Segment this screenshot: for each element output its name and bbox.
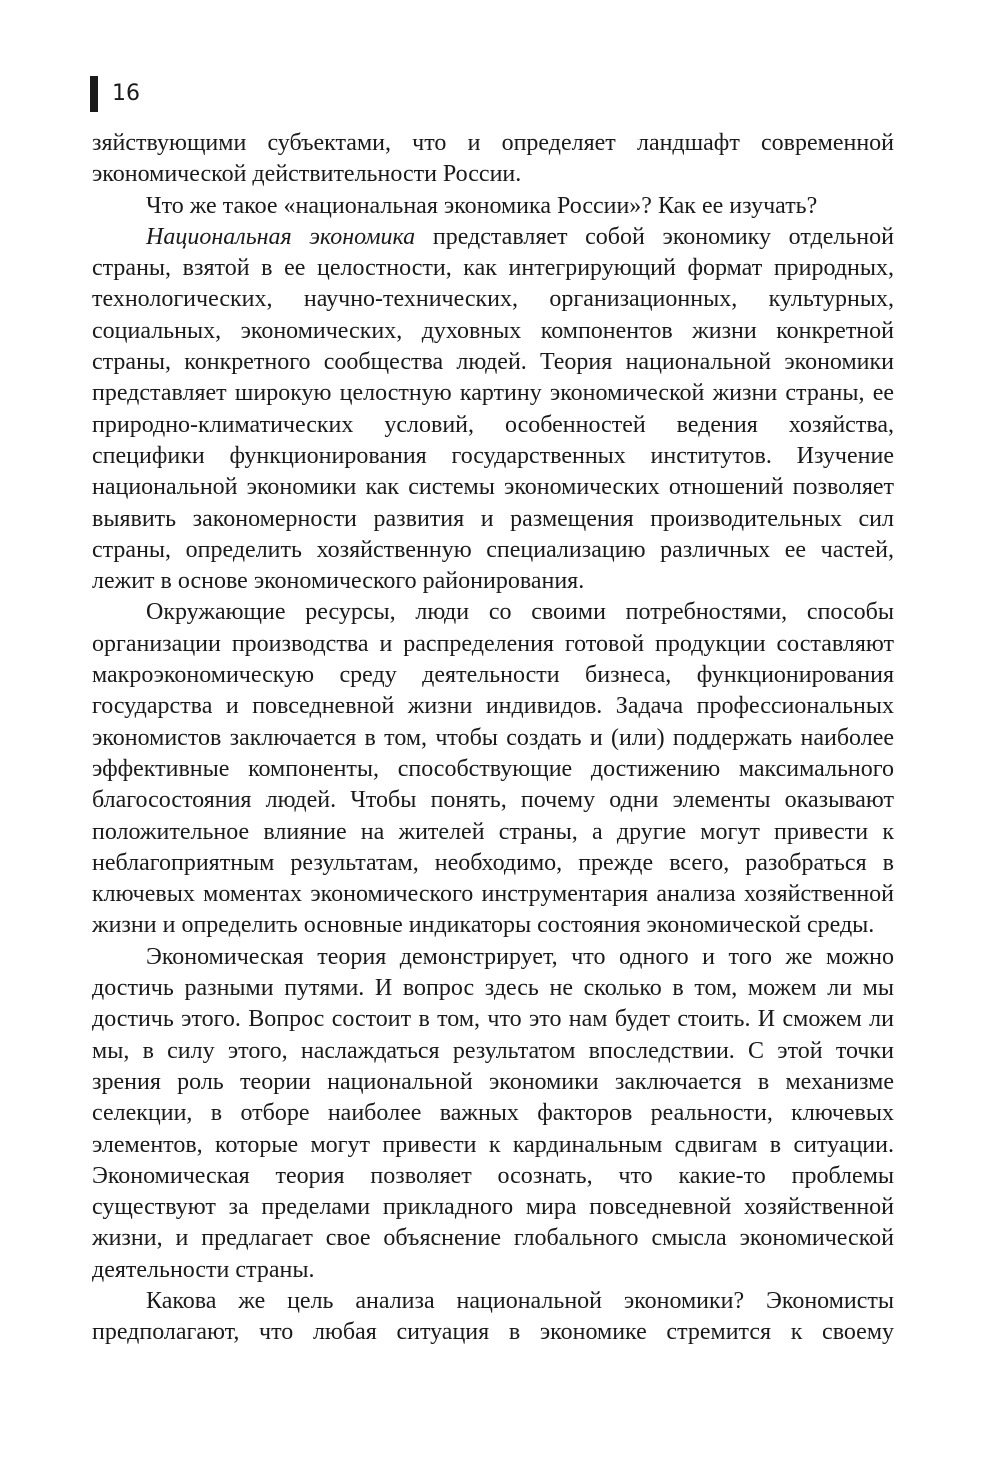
paragraph-goal: Какова же цель анализа национальной экономики? Экономисты предполагают, что любая ситуация в экономике стремится к своему <box>92 1287 894 1346</box>
paragraph-theory: Экономическая теория демонстрирует, что одного и того же можно достичь разными путями. И вопрос здесь не сколько в том, можем ли мы достичь этого. Вопрос состоит в том, что это нам будет стоить. И сможем ли мы, в силу этого, наслаждаться результатом впоследствии. С этой точки зрения роль теории национальной экономики заключается в механизме селекции, в отборе наиболее важных факторов реальности, ключевых элементов, которые могут привести к кардинальным сдвигам в ситуации. Экономическая теория позволяет осознать, что какие-то проблемы существуют за пределами прикладного мира повседневной хозяйственной жизни, и предлагает свое объяснение глобального смысла экономической деятельности страны. <box>92 943 894 1283</box>
defined-term: Национальная экономика <box>146 223 416 250</box>
header-bar-mark <box>90 76 98 112</box>
definition-text: представляет собой экономику отдельной страны, взятой в ее целостности, как интегрирующий формат природных, технологических, научно-технических, организационных, культурных, социальных, экономических, духовных компонентов жизни конкретной страны, конкретного сообщества людей. Теория национальной экономики представляет широкую целостную картину экономической жизни страны, ее природно-климатических условий, особенностей ведения хозяйства, специфики функционирования государственных институтов. Изучение национальной экономики как системы экономических отношений позволяет выявить закономерности развития и размещения производительных сил страны, определить хозяйственную специализацию различных ее частей, лежит в основе экономического районирования. <box>92 223 894 595</box>
paragraph-definition <box>92 222 894 598</box>
text-body <box>92 128 894 1349</box>
page-number: 16 <box>112 81 140 106</box>
page-header <box>90 76 140 112</box>
paragraph-environment: Окружающие ресурсы, люди со своими потребностями, способы организации производства и распределения готовой продукции составляют макроэкономическую среду деятельности бизнеса, функционирования государства и повседневной жизни индивидов. Задача профессиональных экономистов заключается в том, чтобы создать и (или) поддержать наиболее эффективные компоненты, способствующие достижению максимального благосостояния людей. Чтобы понять, почему одни элементы оказывают положительное влияние на жителей страны, а другие могут привести к неблагоприятным результатам, необходимо, прежде всего, разобраться в ключевых моментах экономического инструментария анализа хозяйственной жизни и определить основные индикаторы состояния экономической среды. <box>92 599 894 939</box>
paragraph-continued: зяйствующими субъектами, что и определяет ландшафт современной экономической действительности России. <box>92 130 894 188</box>
paragraph-question: Что же такое «национальная экономика России»? Как ее изучать? <box>146 192 818 219</box>
